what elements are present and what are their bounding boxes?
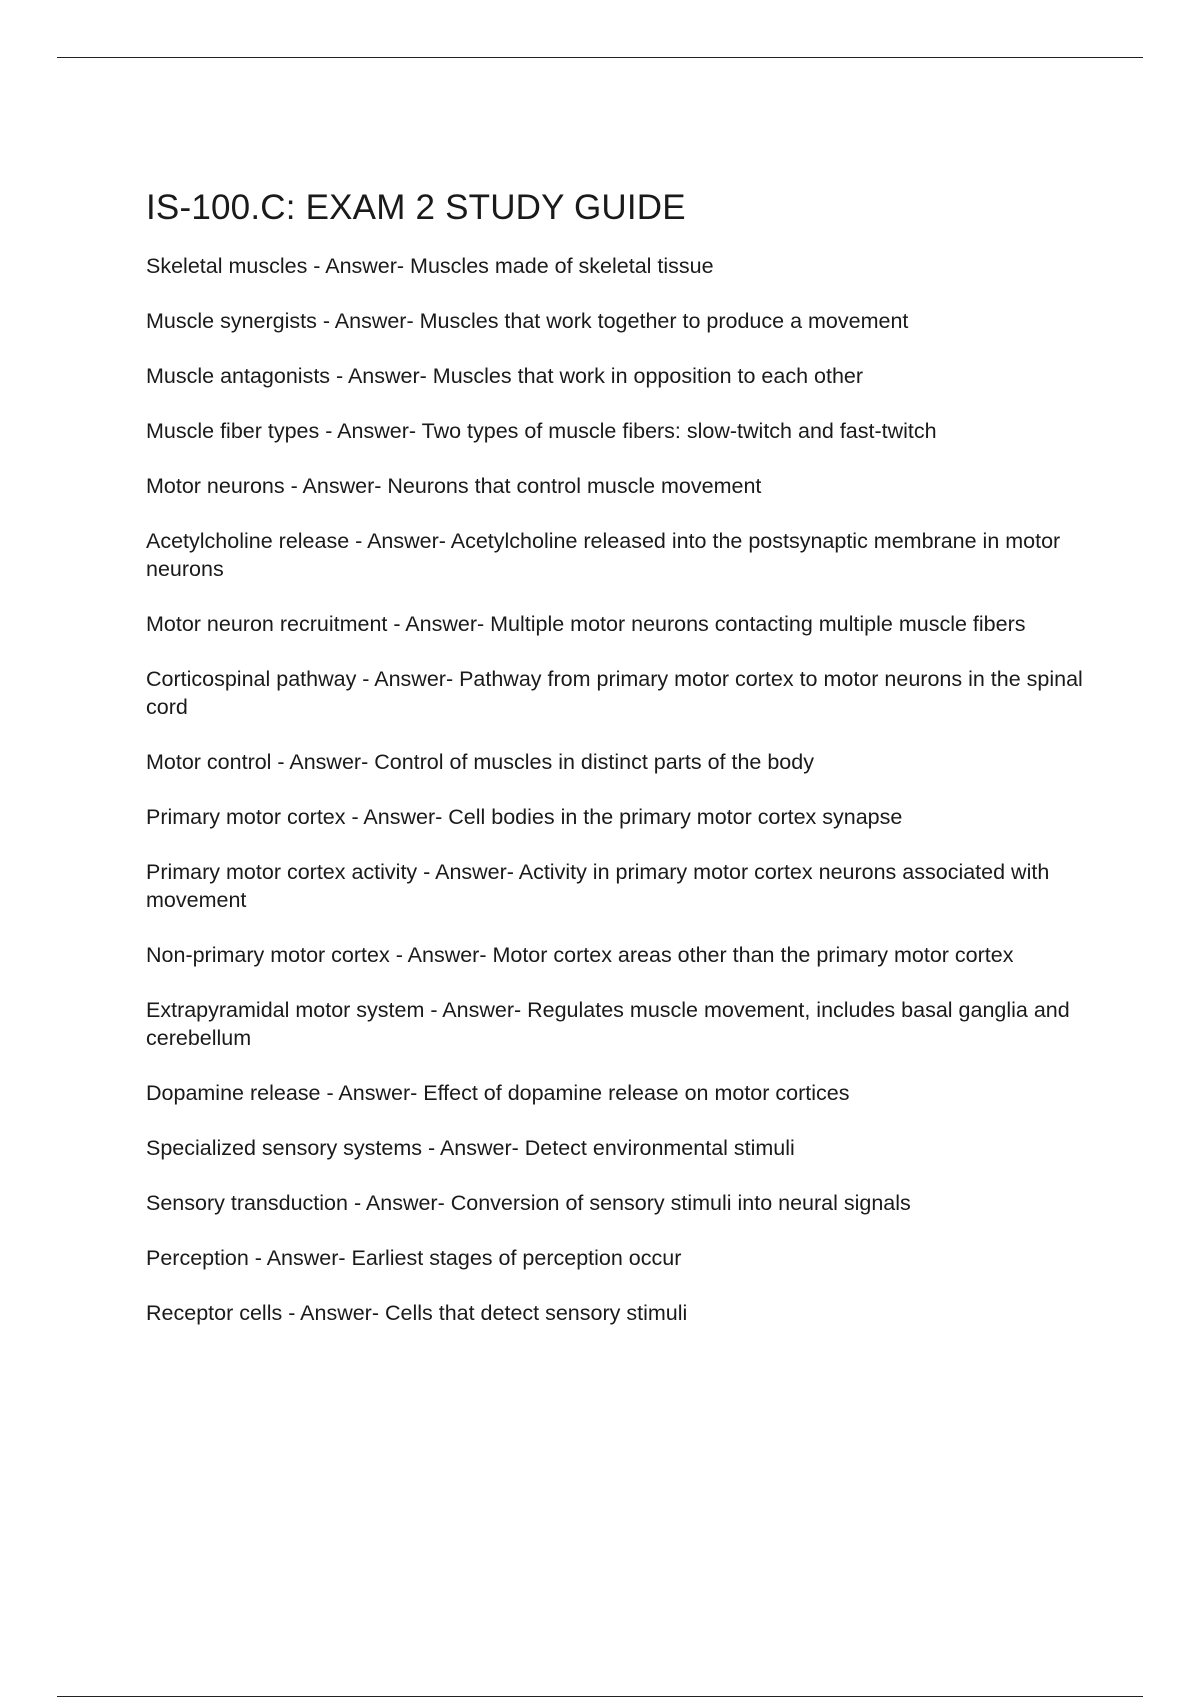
qa-item: Specialized sensory systems - Answer- Detect environmental stimuli xyxy=(146,1136,795,1160)
qa-item: Sensory transduction - Answer- Conversion of sensory stimuli into neural signals xyxy=(146,1191,911,1215)
qa-item: Acetylcholine release - Answer- Acetylcholine released into the postsynaptic membrane in motor neurons xyxy=(146,529,1061,581)
qa-item: Primary motor cortex activity - Answer- Activity in primary motor cortex neurons associated with movement xyxy=(146,860,1050,912)
qa-item: Corticospinal pathway - Answer- Pathway from primary motor cortex to motor neurons in the spinal cord xyxy=(146,667,1083,719)
qa-item: Motor neurons - Answer- Neurons that control muscle movement xyxy=(146,474,762,498)
top-rule xyxy=(57,57,1143,58)
page-content xyxy=(146,186,1086,1354)
qa-item: Perception - Answer- Earliest stages of perception occur xyxy=(146,1246,682,1270)
qa-item: Dopamine release - Answer- Effect of dopamine release on motor cortices xyxy=(146,1081,850,1105)
qa-item: Primary motor cortex - Answer- Cell bodies in the primary motor cortex synapse xyxy=(146,805,903,829)
qa-item: Motor neuron recruitment - Answer- Multiple motor neurons contacting multiple muscle fibers xyxy=(146,612,1026,636)
bottom-rule xyxy=(57,1696,1143,1697)
qa-item: Skeletal muscles - Answer- Muscles made of skeletal tissue xyxy=(146,254,714,278)
qa-item: Muscle fiber types - Answer- Two types of muscle fibers: slow-twitch and fast-twitch xyxy=(146,419,937,443)
qa-item: Motor control - Answer- Control of muscles in distinct parts of the body xyxy=(146,750,814,774)
qa-item: Extrapyramidal motor system - Answer- Regulates muscle movement, includes basal ganglia and cerebellum xyxy=(146,998,1070,1050)
qa-item: Non-primary motor cortex - Answer- Motor cortex areas other than the primary motor cortex xyxy=(146,943,1014,967)
qa-list xyxy=(146,252,1086,1327)
qa-item: Receptor cells - Answer- Cells that detect sensory stimuli xyxy=(146,1301,688,1325)
qa-item: Muscle synergists - Answer- Muscles that work together to produce a movement xyxy=(146,309,909,333)
qa-item: Muscle antagonists - Answer- Muscles that work in opposition to each other xyxy=(146,364,864,388)
page-title: IS-100.C: EXAM 2 STUDY GUIDE xyxy=(146,188,686,227)
